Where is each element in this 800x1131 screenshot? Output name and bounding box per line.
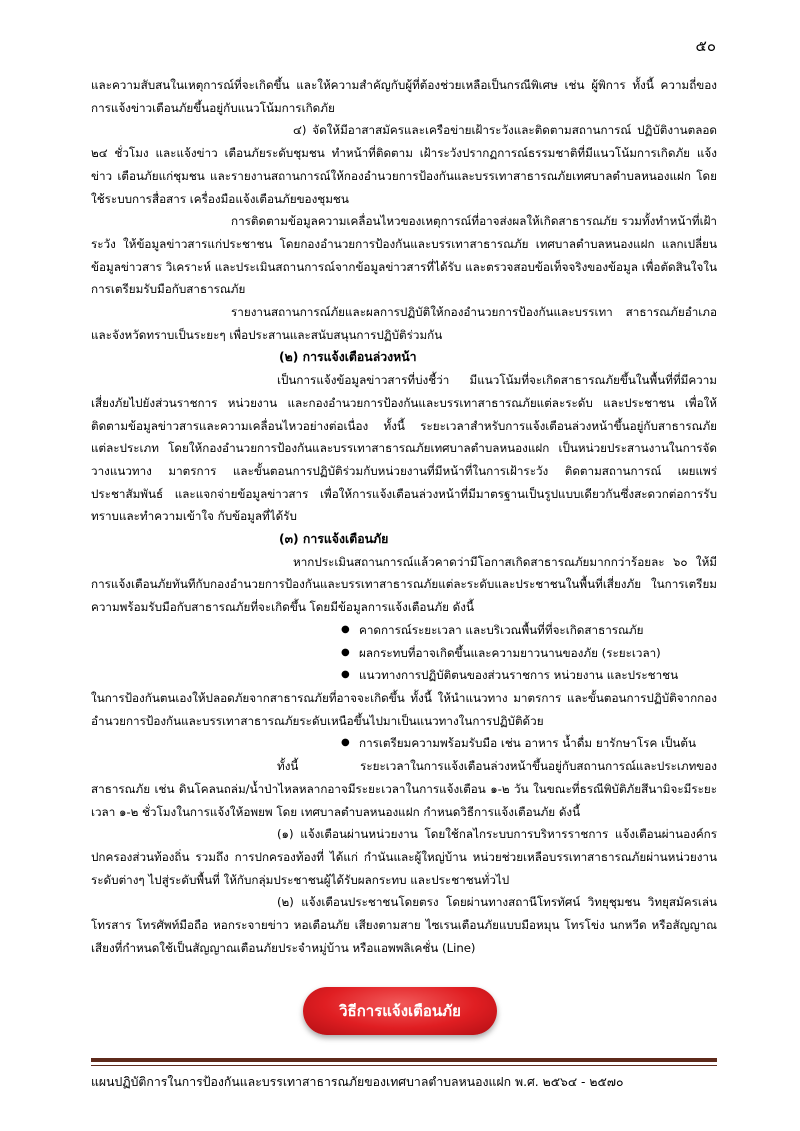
list-item: ● ผลกระทบที่อาจเกิดขึ้นและความยาวนานของภัย (ระยะเวลา) [341, 642, 717, 665]
list-item: ● การเตรียมความพร้อมรับมือ เช่น อาหาร น้ำดื่ม ยารักษาโรค เป็นต้น [341, 732, 717, 755]
warning-info-list [91, 619, 717, 687]
document-body [91, 74, 717, 959]
paragraph-9: (๑) แจ้งเตือนผ่านหน่วยงาน โดยใช้กลไกระบบการบริหารราชการ แจ้งเตือนผ่านองค์กรปกครองส่วนท้องถิ่น รวมถึง การปกครองท้องที่ ได้แก่ กำนันและผู้ใหญ่บ้าน หน่วยช่วยเหลือบรรเทาสาธารณภัยผ่านหน่วยงานระดับต่างๆ ไปสู่ระดับพื้นที่ ให้กับกลุ่มประชาชนผู้ได้รับผลกระทบ และประชาชนทั่วไป [91, 827, 717, 887]
paragraph-5: เป็นการแจ้งข้อมูลข่าวสารที่บ่งชี้ว่า มีแนวโน้มที่จะเกิดสาธารณภัยขึ้นในพื้นที่ที่มีความเสี่ยงภัยไปยังส่วนราชการ หน่วยงาน และกองอำนวยการป้องกันและบรรเทาสาธารณภัยแต่ละระดับ และประชาชน เพื่อให้ติดตามข้อมูลข่าวสารและความเคลื่อนไหวอย่างต่อเนื่อง ทั้งนี้ ระยะเวลาสำหรับการแจ้งเตือนล่วงหน้าขึ้นอยู่กับสาธารณภัยแต่ละประเภท โดยให้กองอำนวยการป้องกันและบรรเทาสาธารณภัยเทศบาลตำบลหนองแฝก เป็นหน่วยประสานงานในการจัดวางแนวทาง มาตรการ และขั้นตอนการปฏิบัติร่วมกับหน่วยงานที่มีหน้าที่ในการเฝ้าระวัง ติดตามสถานการณ์ เผยแพร่ประชาสัมพันธ์ และแจกจ่ายข้อมูลข่าวสาร เพื่อให้การแจ้งเตือนล่วงหน้าที่มีมาตรฐานเป็นรูปแบบเดียวกันซึ่งสะดวกต่อการรับทราบและทำความเข้าใจ กับข้อมูลที่ได้รับ [91, 373, 717, 524]
list-item: ● คาดการณ์ระยะเวลา และบริเวณพื้นที่ที่จะเกิดสาธารณภัย [341, 619, 717, 642]
paragraph-8: ทั้งนี้ ระยะเวลาในการแจ้งเตือนล่วงหน้าขึ้นอยู่กับสถานการณ์และประเภทของสาธารณภัย เช่น ดินโคลนถล่ม/น้ำป่าไหลหลากอาจมีระยะเวลาในการแจ้งเตือน ๑-๒ วัน ในขณะที่ธรณีพิบัติภัยสึนามิจะมีระยะเวลา ๑-๒ ชั่วโมงในการแจ้งให้อพยพ โดย เทศบาลตำบลหนองแฝก กำหนดวิธีการแจ้งเตือนภัย ดังนี้ [91, 759, 717, 819]
banner-container [0, 987, 800, 1035]
warning-methods-banner: วิธีการแจ้งเตือนภัย [303, 987, 497, 1035]
footer-rule-thin [91, 1065, 717, 1066]
footer-rule-thick [91, 1058, 717, 1062]
paragraph-2: ๔) จัดให้มีอาสาสมัครและเครือข่ายเฝ้าระวังและติดตามสถานการณ์ ปฏิบัติงานตลอด ๒๔ ชั่วโมง และแจ้งข่าว เตือนภัยระดับชุมชน ทำหน้าที่ติดตาม เฝ้าระวังปรากฏการณ์ธรรมชาติที่มีแนวโน้มการเกิดภัย แจ้งข่าว เตือนภัยแก่ชุมชน และรายงานสถานการณ์ให้กองอำนวยการป้องกันและบรรเทาสาธารณภัยเทศบาลตำบลหนองแฝก โดยใช้ระบบการสื่อสาร เครื่องมือแจ้งเตือนภัยของชุมชน [91, 123, 717, 206]
list-item: ● แนวทางการปฏิบัติตนของส่วนราชการ หน่วยงาน และประชาชน [341, 664, 717, 687]
heading-advance-warning: (๒) การแจ้งเตือนล่วงหน้า [279, 350, 417, 365]
paragraph-4: รายงานสถานการณ์ภัยและผลการปฏิบัติให้กองอำนวยการป้องกันและบรรเทา สาธารณภัยอำเภอและจังหวัดทราบเป็นระยะๆ เพื่อประสานและสนับสนุนการปฏิบัติร่วมกัน [91, 305, 717, 342]
preparedness-list [91, 732, 717, 755]
heading-disaster-warning: (๓) การแจ้งเตือนภัย [279, 532, 389, 547]
page-number: ๕๐ [695, 37, 716, 55]
paragraph-10: (๒) แจ้งเตือนประชาชนโดยตรง โดยผ่านทางสถานีโทรทัศน์ วิทยุชุมชน วิทยุสมัครเล่น โทรสาร โทรศัพท์มือถือ หอกระจายข่าว หอเตือนภัย เสียงตามสาย ไซเรนเตือนภัยแบบมือหมุน โทรโข่ง นกหวีด หรือสัญญาณเสียงที่กำหนดใช้เป็นสัญญาณเตือนภัยประจำหมู่บ้าน หรือแอพพลิเคชั่น (Line) [91, 895, 717, 955]
paragraph-3: การติดตามข้อมูลความเคลื่อนไหวของเหตุการณ์ที่อาจส่งผลให้เกิดสาธารณภัย รวมทั้งทำหน้าที่เฝ้าระวัง ให้ข้อมูลข่าวสารแก่ประชาชน โดยกองอำนวยการป้องกันและบรรเทาสาธารณภัย เทศบาลตำบลหนองแฝก แลกเปลี่ยนข้อมูลข่าวสาร วิเคราะห์ และประเมินสถานการณ์จากข้อมูลข่าวสารที่ได้รับ และตรวจสอบข้อเท็จจริงของข้อมูล เพื่อตัดสินใจในการเตรียมรับมือกับสาธารณภัย [91, 214, 717, 297]
paragraph-7: ในการป้องกันตนเองให้ปลอดภัยจากสาธารณภัยที่อาจจะเกิดขึ้น ทั้งนี้ ให้นำแนวทาง มาตรการ และขั้นตอนการปฏิบัติจากกองอำนวยการป้องกันและบรรเทาสาธารณภัยระดับเหนือขึ้นไปมาเป็นแนวทางในการปฏิบัติด้วย [91, 690, 717, 728]
paragraph-1: และความสับสนในเหตุการณ์ที่จะเกิดขึ้น และให้ความสำคัญกับผู้ที่ต้องช่วยเหลือเป็นกรณีพิเศษ เช่น ผู้พิการ ทั้งนี้ ความถี่ของการแจ้งข่าวเตือนภัยขึ้นอยู่กับแนวโน้มการเกิดภัย [91, 78, 717, 115]
footer-text: แผนปฏิบัติการในการป้องกันและบรรเทาสาธารณภัยของเทศบาลตำบลหนองแฝก พ.ศ. ๒๕๖๔ - ๒๕๗๐ [91, 1075, 624, 1089]
paragraph-6: หากประเมินสถานการณ์แล้วคาดว่ามีโอกาสเกิดสาธารณภัยมากกว่าร้อยละ ๖๐ ให้มีการแจ้งเตือนภัยทันทีกับกองอำนวยการป้องกันและบรรเทาสาธารณภัยแต่ละระดับและประชาชนในพื้นที่เสี่ยงภัย ในการเตรียมความพร้อมรับมือกับสาธารณภัยที่จะเกิดขึ้น โดยมีข้อมูลการแจ้งเตือนภัย ดังนี้ [91, 554, 717, 615]
